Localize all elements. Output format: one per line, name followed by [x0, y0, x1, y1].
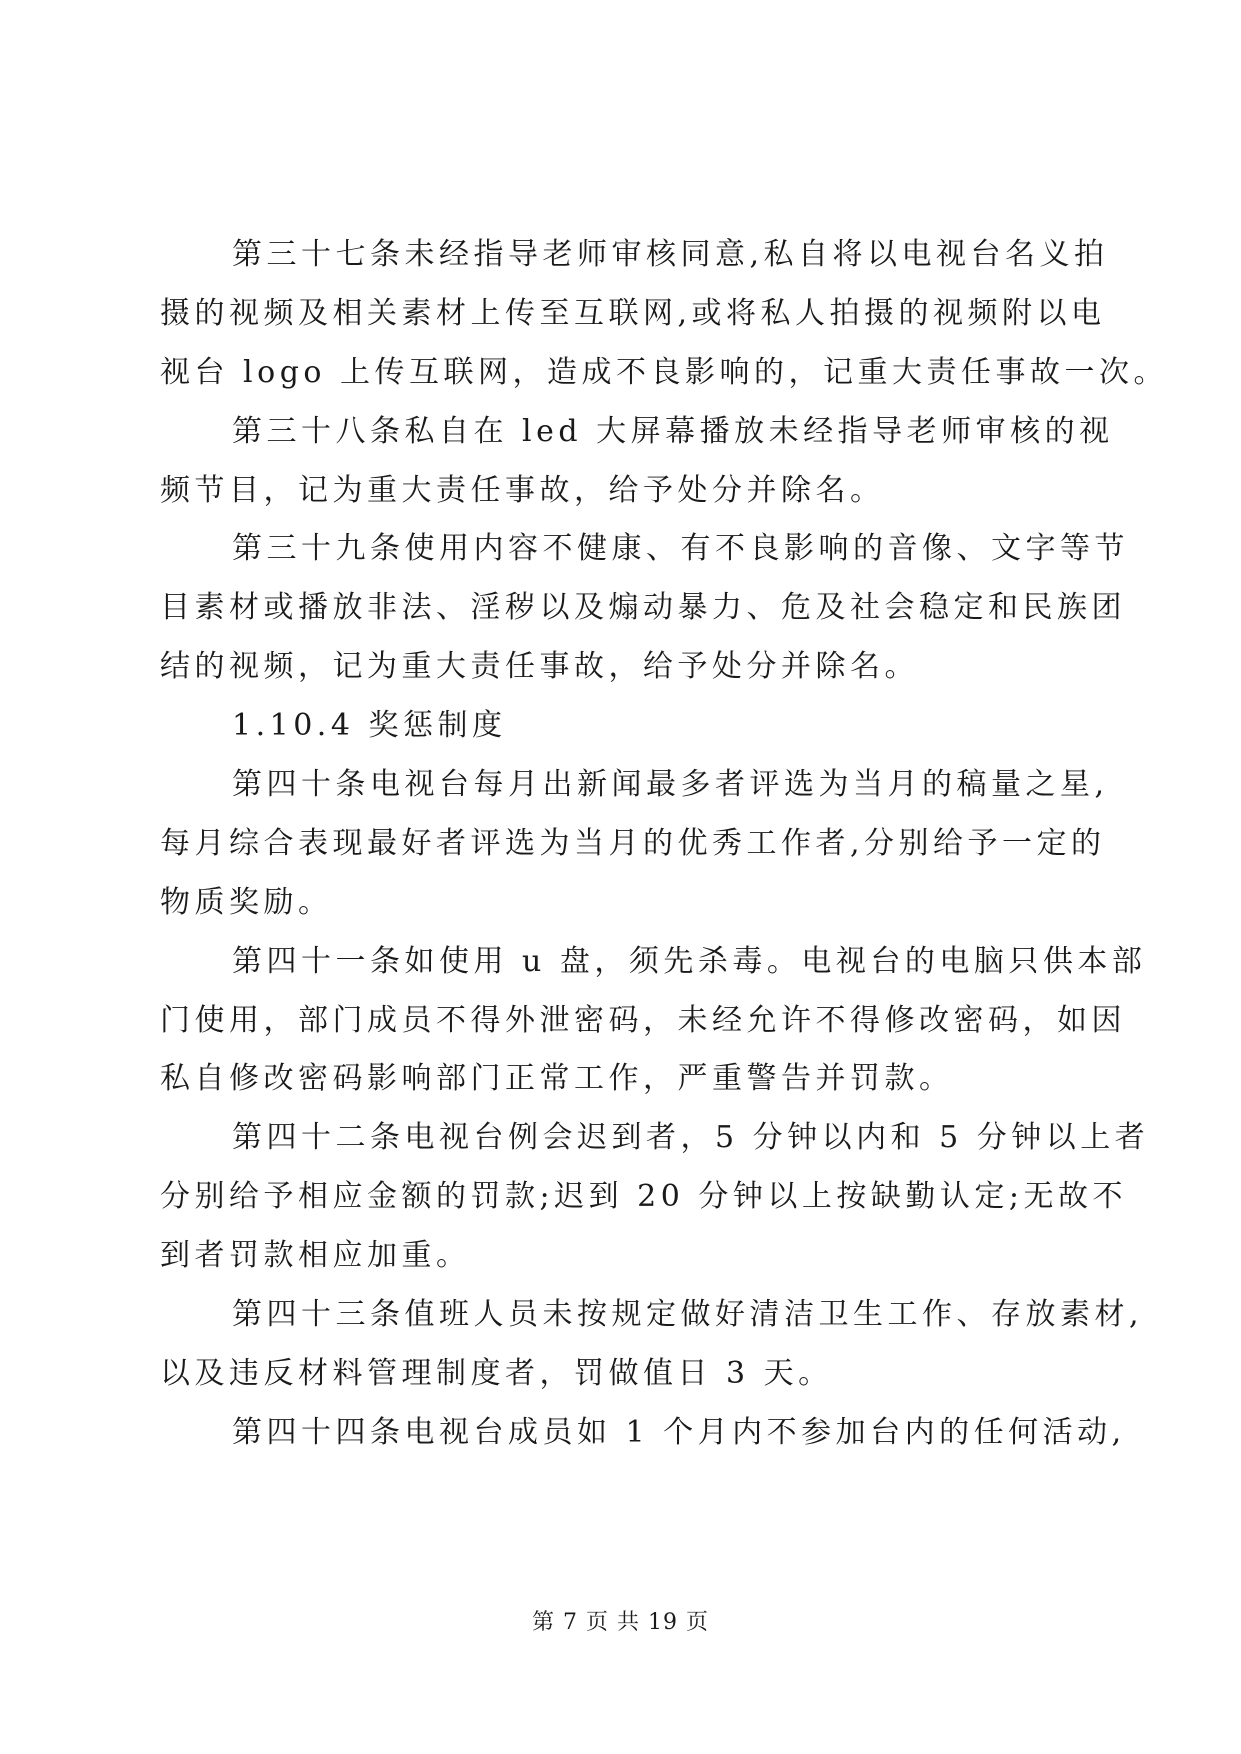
text-line: 视台 logo 上传互联网，造成不良影响的，记重大责任事故一次。	[160, 354, 1168, 390]
paragraph-article-43	[160, 1286, 1144, 1404]
page-footer	[0, 1605, 1241, 1636]
text-line: 门使用，部门成员不得外泄密码，未经允许不得修改密码，如因	[160, 1002, 1126, 1038]
paragraph-article-38	[160, 403, 1114, 521]
paragraph-article-37	[160, 226, 1168, 403]
paragraph-article-39	[160, 520, 1129, 697]
text-line: 频节目，记为重大责任事故，给予处分并除名。	[160, 472, 885, 508]
text-line: 第三十七条未经指导老师审核同意,私自将以电视台名义拍	[232, 237, 1109, 272]
paragraph-article-42	[160, 1109, 1150, 1286]
text-line: 结的视频，记为重大责任事故，给予处分并除名。	[160, 649, 919, 685]
document-body	[160, 226, 1168, 1463]
text-line: 摄的视频及相关素材上传至互联网,或将私人拍摄的视频附以电	[160, 295, 1106, 331]
text-line: 第四十三条值班人员未按规定做好清洁卫生工作、存放素材,	[232, 1297, 1144, 1333]
text-line: 私自修改密码影响部门正常工作，严重警告并罚款。	[160, 1061, 954, 1097]
text-line: 以及违反材料管理制度者，罚做值日 3 天。	[160, 1355, 833, 1391]
text-line: 第四十四条电视台成员如 1 个月内不参加台内的任何活动,	[232, 1414, 1126, 1450]
text-line: 第四十条电视台每月出新闻最多者评选为当月的稿量之星,	[232, 767, 1109, 803]
paragraph-article-41	[160, 933, 1147, 1110]
page-number: 第 7 页 共 19 页	[532, 1610, 709, 1635]
paragraph-article-40	[160, 756, 1109, 933]
text-line: 第四十二条电视台例会迟到者，5 分钟以内和 5 分钟以上者	[232, 1120, 1150, 1156]
text-line: 第三十九条使用内容不健康、有不良影响的音像、文字等节	[232, 531, 1129, 567]
text-line: 分别给予相应金额的罚款;迟到 20 分钟以上按缺勤认定;无故不	[160, 1179, 1127, 1215]
text-line: 第三十八条私自在 led 大屏幕播放未经指导老师审核的视	[232, 413, 1114, 449]
section-heading	[160, 697, 1090, 756]
paragraph-article-44	[160, 1404, 1126, 1463]
section-heading-text: 1.10.4 奖惩制度	[232, 708, 507, 744]
text-line: 物质奖励。	[160, 884, 333, 920]
text-line: 目素材或播放非法、淫秽以及煽动暴力、危及社会稳定和民族团	[160, 590, 1126, 626]
text-line: 到者罚款相应加重。	[160, 1238, 471, 1274]
text-line: 第四十一条如使用 u 盘，须先杀毒。电视台的电脑只供本部	[232, 943, 1147, 979]
text-line: 每月综合表现最好者评选为当月的优秀工作者,分别给予一定的	[160, 825, 1106, 861]
